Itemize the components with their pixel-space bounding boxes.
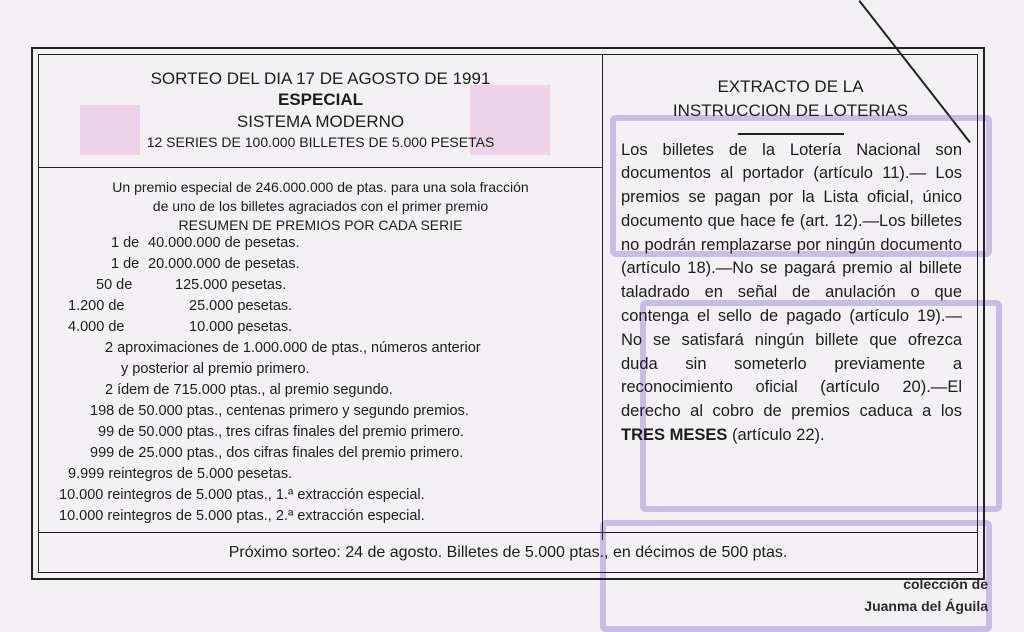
instructions-end: (artículo 22). — [731, 426, 825, 445]
lottery-ticket — [31, 47, 985, 580]
draw-system: SISTEMA MODERNO — [236, 112, 405, 131]
draw-date: SORTEO DEL DIA 17 DE AGOSTO DE 1991 — [150, 69, 491, 88]
ticket-frame — [38, 54, 978, 573]
prize-line: 10.000 reintegros de 5.000 ptas., 1.ª extracción especial. — [59, 487, 425, 503]
prize-line: 10.000 reintegros de 5.000 ptas., 2.ª extracción especial. — [59, 508, 425, 524]
instructions-body: Los billetes de la Lotería Nacional son documentos al portador (artículo 11).— Los premios se pagan por la Lista oficial, único documento que hace fe (art. 12).—Los billetes no podrán remplazarse por ningún documento (artículo 18).—No se pagará premio al billete taladrado en señal de anulación o que contenga el sello de pagado (artículo 19).—No se satisfará ningún billete que ofrezca duda sin someterlo previamente a reconocimiento oficial (artículo 20).—El derecho al cobro de premios caduca a los — [621, 140, 962, 421]
prize-line: 9.999 reintegros de 5.000 pesetas. — [68, 466, 293, 482]
prize-line: 2 ídem de 715.000 ptas., al premio segundo. — [105, 382, 393, 398]
draw-type: ESPECIAL — [277, 90, 364, 109]
prize-line: 99 de 50.000 ptas., tres cifras finales del premio primero. — [98, 424, 464, 440]
title-rule — [738, 133, 844, 135]
prize-line: 198 de 50.000 ptas., centenas primero y segundo premios. — [90, 403, 469, 419]
instructions-title — [604, 55, 977, 123]
instructions-text — [604, 139, 977, 448]
draw-series: 12 SERIES DE 100.000 BILLETES DE 5.000 PESETAS — [146, 134, 495, 150]
instructions-title-line-1: EXTRACTO DE LA — [717, 77, 864, 96]
prize-count: 50 de — [96, 277, 133, 293]
draw-header — [39, 55, 602, 168]
prize-line: 2 aproximaciones de 1.000.000 de ptas., números anterior — [105, 340, 481, 356]
prize-amount: 125.000 pesetas. — [175, 277, 287, 293]
special-prize-line-1: Un premio especial de 246.000.000 de ptas. para una sola fracción — [112, 179, 529, 195]
credit-line-2: Juanma del Águila — [864, 598, 988, 614]
prize-list — [39, 233, 602, 533]
prize-count: 1 de — [111, 235, 140, 251]
expiry-emphasis: TRES MESES — [621, 426, 728, 445]
special-prize-note — [39, 168, 602, 216]
prize-summary-panel — [39, 55, 603, 540]
instructions-title-line-2: INSTRUCCION DE LOTERIAS — [672, 101, 909, 120]
prize-count: 4.000 de — [68, 319, 125, 335]
prize-amount: 10.000 pesetas. — [189, 319, 293, 335]
next-draw-footer: Próximo sorteo: 24 de agosto. Billetes de 5.000 ptas., en décimos de 500 ptas. — [39, 532, 977, 572]
credit-line-1: colección de — [903, 576, 988, 592]
prize-amount: 20.000.000 de pesetas. — [148, 256, 300, 272]
collection-credit — [864, 573, 988, 617]
special-prize-line-2: de uno de los billetes agraciados con el primer premio — [152, 198, 489, 214]
prize-amount: 40.000.000 de pesetas. — [148, 235, 300, 251]
instructions-panel — [604, 55, 977, 540]
prize-count: 1 de — [111, 256, 140, 272]
prize-count: 1.200 de — [68, 298, 125, 314]
prize-line: y posterior al premio primero. — [121, 361, 310, 377]
prize-line: 999 de 25.000 ptas., dos cifras finales del premio primero. — [90, 445, 464, 461]
prize-amount: 25.000 pesetas. — [189, 298, 293, 314]
summary-heading: RESUMEN DE PREMIOS POR CADA SERIE — [178, 217, 463, 233]
